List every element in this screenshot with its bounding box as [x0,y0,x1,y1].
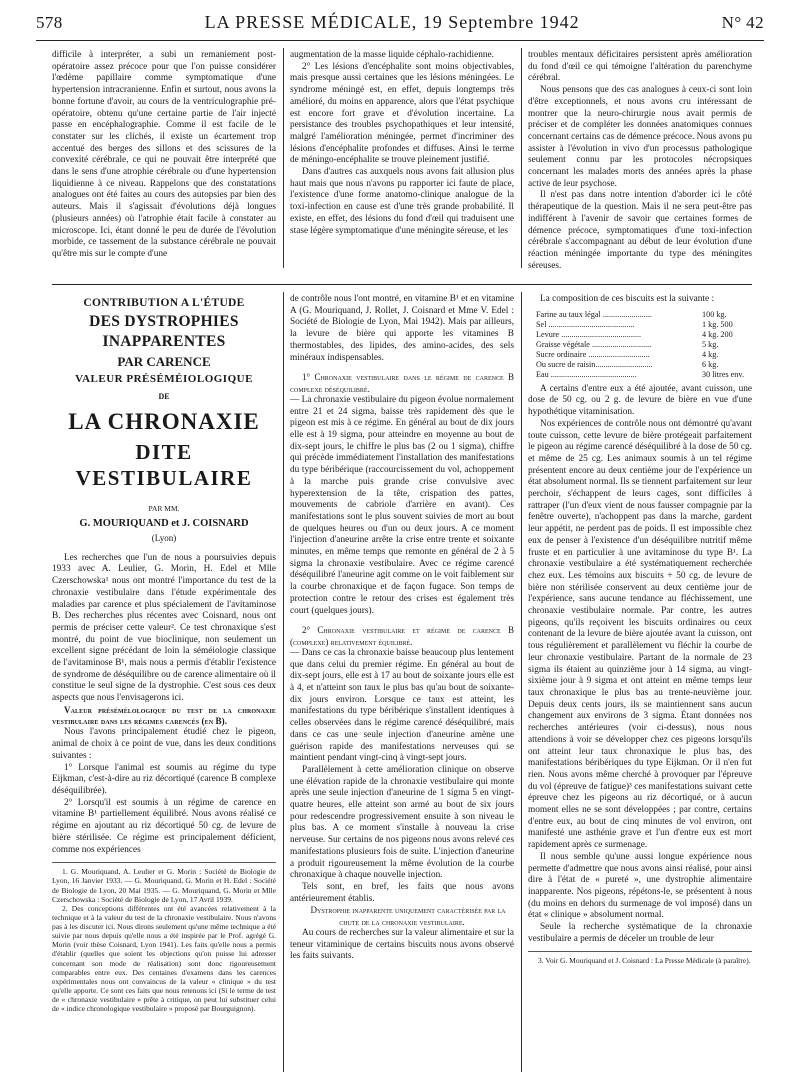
article-byline-par: PAR MM. [148,503,180,513]
paragraph: troubles mentaux déficitaires persistent après amélioration du fond d'œil ce qui témoigne l'altération du parenchyme cérébral. [528,50,752,84]
recipe-quantity: 6 kg. [702,359,719,369]
section-heading: 1° Chronaxie vestibulaire dans le régime de carence B complexe déséquilibré. [290,372,514,394]
recipe-item: Graisse végétale ............................. [536,339,652,349]
article-right-column [528,294,752,966]
footnote: 1. G. Mouriquand, A. Leulier et G. Morin : Société de Biologie de Lyon, 16 Janvier 1933. — G. Mouriquand, G. Morin et H. Edel : Société de Biologie de Lyon, 20 Mai 1935. — G. Mouriquand, G. Morin et Mlle Czerschowska : Société de Biologie de Lyon, 17 Avril 1939. [52,867,276,904]
paragraph: Parallèlement à cette amélioration clinique on observe une élévation rapide de la chronaxie vestibulaire qui monte après une seule injection d'aneurine de 1 sigma 5 en vingt-quatre heures, elle atteint son armé au bout de six jours pour redescendre progressivement ensuite à son niveau le plus bas. A ce moment s'installe à nouveau la crise nerveuse. Sur certains de nos pigeons nous avons relevé ces manifestations plusieurs fois de suite. L'injection d'aneurine a produit rigoureusement la même évolution de la courbe chronaxique à chaque nouvelle injection. [290,764,514,881]
recipe-quantity: 1 kg. 500 [702,319,733,329]
article-left-column [52,294,276,1013]
recipe-table [536,310,752,380]
footnotes [528,951,752,965]
recipe-quantity: 4 kg. [702,349,719,359]
recipe-row [536,360,752,370]
section-heading: 2° Chronaxie vestibulaire et régime de carence B (complexe) relativement équilibré. [290,625,514,647]
page-header [36,12,764,36]
publication-name: LA PRESSE MÉDICALE, [204,12,418,32]
recipe-item: Sucre ordinaire .............................. [536,349,650,359]
article-authors: G. MOURIQUAND et J. COISNARD [79,518,249,530]
footnote: 3. Voir G. Mouriquand et J. Coisnard : La Presse Médicale (à paraître). [538,956,751,966]
section-heading: Valeur présémélologique du test de la chronaxie vestibulaire dans les régimes carencés (en B). [52,704,276,727]
recipe-row [536,310,752,320]
article-main-title-2: DITE VESTIBULAIRE [75,439,253,491]
article-kicker: CONTRIBUTION A L'ÉTUDE [83,297,245,309]
article-de: DE [158,391,170,401]
recipe-item: Sel .......................................... [536,319,635,329]
footnote: 2. Des conceptions différentes ont été avancées relativement à la technique et à la valeur du test de la chronaxie vestibulaire. Nous n'avons pas à les discuter ici. Nous dirons seulement qu'une même technique a été suivie par nous depuis qu'elle nous a été inspirée par le Prof. agrégé G. Morin (voir thèse Coisnard, Lyon 1941). Les faits qu'elle nous a permis d'établir (quelles que soient les objections qu'on puisse lui adresser concernant son mode de réalisation) sont donc rigoureusement comparables entre eux. Des centaines d'examens dans les carences expérimentales nous ont convaincus de la valeur « clinique » du test qu'elle apporte. Ce sont ces faits que nous retenons ici (Si le terme de test de « chronaxie vestibulaire » prête à critique, on peut lui substituer celui de « indice chronologique vestibulaire » proposé par Bourguignon). [52,903,276,1014]
paragraph: Au cours de recherches sur la valeur alimentaire et sur la teneur vitaminique de certains biscuits nous avons observé les faits suivants. [290,928,514,962]
article-main-title-1: LA CHRONAXIE [68,408,260,434]
article-middle-column [290,294,514,963]
issue-number: N° 42 [721,13,764,32]
recipe-row [536,340,752,350]
header-rule [36,40,764,41]
recipe-quantity: 5 kg. [702,339,719,349]
article-subhead: VALEUR PRÉSÉMÉIOLOGIQUE [75,372,253,385]
publication-title [205,12,580,33]
section-heading: Dystrophie inapparente uniquement caractérisée par la chute de la chronaxie vestibulaire. [310,905,506,927]
recipe-row [536,350,752,360]
paragraph: difficile à interpréter, a subi un remaniement post-opératoire assez précoce pour que l'on puisse considérer l'œdème papillaire comme symptomatique d'une hypertension intracranienne. Enfin et surtout, nous avons la bonne fortune d'avoir, au cours de la ventriculographie pré-opératoire, obtenu qu'une certaine partie de l'air injecté passe en encéphalographie. Comme il est facile de le constater sur les clichés, il existe un écartement trop accentué des berges des sillons et des scissures de la convexité cérébrale, ce qui ne pouvait être interprété que dans le sens d'une atrophie cérébrale ou d'une hypertension liquidienne à ce niveau. Rappelons que des constatations analogues ont été faites au cours des autopsies par bien des auteurs. Mais il s'agissait d'évolutions déjà longues (plusieurs années) où l'atrophie était facile à constater au microscope. Ici, étant donné le peu de durée de l'évolution morbide, ce tassement de la substance cérébrale ne pouvait qu'être mis sur le compte d'une [52,50,276,259]
paragraph: Dans d'autres cas auxquels nous avons fait allusion plus haut mais que nous n'avons pu rapporter ici faute de place, l'existence d'une forme anatomo-clinique analogue de la toxi-infection en cause est d'une très grande probabilité. Il existe, en effet, des lésions du fond d'œil qui traduisent une stase légère symptomatique d'une méningite séreuse, et les [290,167,514,236]
paragraph: Nos expériences de contrôle nous ont démontré qu'avant toute cuisson, cette levure de bière protégeait parfaitement le pigeon au régime carencé déséquilibré à la dose de 50 cg. et même de 25 cg. Les animaux soumis à un tel régime présentent encore au deux centième jour de l'expérience un état absolument normal. Ils se tiennent parfaitement sur leur perchoir, s'échappent de leurs cages, sont difficiles à rattraper (l'un d'eux vient de nous fausser compagnie par la fenêtre ouverte), n'achoppent pas dans la marche, gardent leur appétit, ne perdent pas de poids. Il est impossible chez eux de penser à l'existence d'un déséquilibre nutritif même fruste et en particulier à une avitaminose du type B¹. La chronaxie vestibulaire a été systématiquement recherchée chez eux. Les témoins aux biscuits + 50 cg. de levure de bière non stérilisée conservent au deux centième jour de l'expérience, sans aucune tendance au fléchissement, une chronaxie vestibulaire normale. Par contre, les autres pigeons, qu'ils reçoivent les biscuits ordinaires ou ceux contenant de la levure de bière ajoutée avant la cuisson, ont tous régulièrement et parallèlement vu fléchir la courbe de leur chronaxie vestibulaire. Partant de la normale de 23 sigma ils étaient au quinzième jour à 14 sigma, au vingt-sixième jour à 9 sigma et ont atteint en même temps leur taux chronaxique le plus bas au trente-neuvième jour. Depuis deux cents jours, ils se maintiennent sans aucun changement aux environs de 3 sigma. Étant données nos recherches antérieures (voir ci-dessus), nous nous attendions à voir se développer chez ces pigeons lorsqu'ils ont atteint leur taux chronaxique le plus bas, des manifestations béribériques du type Eijkman. Or il n'en fut rien. Nous avons même cherché à provoquer par l'épreuve du vol (épreuve de fatigue)³ ces manifestations suivant cette épreuve chez les pigeons au riz décortiqué, or à aucun moment elles ne se sont développées ; par contre, certains d'entre eux, au bout de cinq minutes de vol environ, ont manifesté une asthénie grave et l'un d'entre eux est mort rapidement après ce surmenage. [528,418,752,851]
article-headline-2: PAR CARENCE [117,353,211,369]
page-number: 578 [36,13,63,32]
paragraph: Tels sont, en bref, les faits que nous avons antérieurement établis. [290,881,514,904]
paragraph: A certains d'entre eux a été ajoutée, avant cuisson, une dose de 50 cg. ou 2 g. de levure de bière en vue d'une hypothétique vitaminisation. [528,383,752,418]
issue-date: 19 Septembre 1942 [422,12,580,32]
recipe-item: Farine au taux légal ........................ [536,309,652,319]
paragraph: de contrôle nous l'ont montré, en vitamine B¹ et en vitamine A (G. Mouriquand, J. Rollet, J. Coisnard et Mme V. Edel : Société de Biologie de Lyon, Mai 1942). Mais par ailleurs, la levure de bière qui apporte les vitamines B thermostables, des lipides, des amino-acides, des sels minéraux indispensables. [290,294,514,363]
recipe-quantity: 30 litres env. [702,369,744,379]
article-title-block [52,296,276,545]
recipe-item: Eau .......................................... [536,369,637,379]
paragraph: augmentation de la masse liquide céphalo-rachidienne. [290,50,494,60]
paragraph: 2° Les lésions d'encéphalite sont moins objectivables, mais presque aussi certaines que les lésions méningées. Le syndrome méningé est, en effet, depuis longtemps très amélioré, du moins en apparence, alors que l'état psychique est encore fort grave et d'évolution incertaine. La persistance des troubles psychopathiques et leur intensité, malgré l'amélioration méningée, permet d'incriminer des lésions d'encéphalite profondes et diffuses. Ainsi le terme de méningo-encéphalite se trouve pleinement justifié. [290,61,514,166]
paragraph: Il nous semble qu'une aussi longue expérience nous permette d'admettre que nous avons ainsi réalisé, pour ainsi dire à l'état de « pureté », une dystrophie alimentaire inapparente. Nos pigeons, répétons-le, se présentent à nous (du moins en dehors du surmenage de vol imposé) dans un état « clinique » absolument normal. [528,851,752,921]
section-rule [52,284,752,285]
paragraph: Seule la recherche systématique de la chronaxie vestibulaire a permis de déceler un trouble de leur [528,922,752,944]
article-city: (Lyon) [151,533,177,544]
footnotes [52,862,276,1013]
top-column-3 [528,50,752,272]
paragraph: Les recherches que l'un de nous a poursuivies depuis 1933 avec A. Leulier, G. Morin, H. Edel et Mlle Czerschowska¹ nous ont montré l'importance du test de la chronaxie vestibulaire dans l'étude expérimentale des maladies par carence et plus spécialement de l'avitaminose B. Des recherches plus récentes avec Coisnard, nous ont permis de préciser cette valeur². Ce test chronaxique s'est montré, du point de vue bioclinique, non seulement un excellent signe précédant de loin la séméiologie classique de l'avitaminose B¹, mais nous a permis d'établir l'existence de syndrome de déséquilibre ou de carence alimentaire où il constitue le seul signe de la dystrophie. C'est sous ces deux aspects que nous l'envisagerons ici. [52,552,276,704]
paragraph: La composition de ces biscuits est la suivante : [540,294,715,304]
column-divider [283,48,284,268]
top-column-2 [290,50,514,237]
recipe-row [536,330,752,340]
paragraph: Nous l'avons principalement étudié chez le pigeon, animal de choix à ce point de vue, dans les deux conditions suivantes : [52,727,276,761]
paragraph: — Dans ce cas la chronaxie baisse beaucoup plus lentement que dans celui du premier régime. En général au bout de dix-sept jours, elle est à 17 au bout de soixante jours elle est à 4, et n'atteint son taux le plus bas qu'au bout de soixante-dix jours environ. Lorsque ce taux est atteint, les manifestations du type béribérique s'installent identiques à celles observées dans le régime carencé déséquilibré, mais dans ce cas une seule injection d'aneurine amène une guérison rapide des manifestations nerveuses qui se maintient pendant vingt-cinq à vingt-sept jours. [290,647,514,764]
paragraph: Il n'est pas dans notre intention d'aborder ici le côté thérapeutique de la question. Mais il ne sera peut-être pas indifférent à l'avenir de savoir que certaines formes de démence précoce, symptomatiques d'une toxi-infection cérébrale s'accompagnant au début de leur évolution d'une réaction méningée importante du type des méningites séreuses. [528,190,752,271]
column-divider [521,292,522,1072]
paragraph: 2° Lorsqu'il est soumis à un régime de carence en vitamine B¹ partiellement équilibré. Nous avons réalisé ce régime en ajoutant au riz décortiqué 50 cg. de levure de bière stérilisée. Ce régime est principalement déficient, comme nos expériences [52,797,276,855]
article-headline-1: DES DYSTROPHIES INAPPARENTES [89,313,239,350]
recipe-row [536,370,752,380]
recipe-item: Ou sucre de raisin............................ [536,359,653,369]
paragraph: — La chronaxie vestibulaire du pigeon évolue normalement entre 21 et 24 sigma, baisse très rapidement dès que le pigeon est mis à ce régime. En général au bout de dix jours elle est à 19 sigma, pour atteindre en moyenne au bout de dix-sept jours, le chiffre le plus bas (2 ou 1 sigma), chiffre qui précède immédiatement l'installation des manifestations du type béribérique (raccourcissement du vol, achoppement à la marche puis grande crise convulsive avec hyperextension de la tête, crispation des pattes, mouvements de cabriole d'arrière en avant). Ces manifestations sont le plus souvent suivies de mort au bout de quelques heures ou d'un ou deux jours. A ce moment l'injection d'aneurine arrête la crise entre trente et soixante minutes, en même temps que remonte en général de 2 à 5 sigma la chronaxie vestibulaire. Avec ce régime carencé déséquilibré l'aneurine agit comme on le voit faiblement sur la courbe chronaxique et de façon fugace. Son temps de protection contre le retour des crises est également très court (quelques jours). [290,394,514,616]
recipe-quantity: 100 kg. [702,309,727,319]
top-column-1 [52,50,276,261]
recipe-row [536,320,752,330]
column-divider [521,48,522,268]
paragraph: Nous pensons que des cas analogues à ceux-ci sont loin d'être exceptionnels, et nous avons cru intéressant de montrer que la neuro-chirurgie nous avait permis de préciser et de compléter les données anatomiques connues concernant certains cas de démence précoce. Nous avons pu assister à l'évolution in vivo d'un processus pathologique seulement connu par les protocoles nécropsiques concernant les malades morts des années après la phase active de leur psychose. [528,85,752,189]
recipe-item: Levure ....................................... [536,329,642,339]
paragraph: 1° Lorsque l'animal est soumis au régime du type Eijkman, c'est-à-dire au riz décortiqué (carence B complexe déséquilibrée). [52,762,276,796]
recipe-quantity: 4 kg. 200 [702,329,733,339]
column-divider [283,292,284,1072]
